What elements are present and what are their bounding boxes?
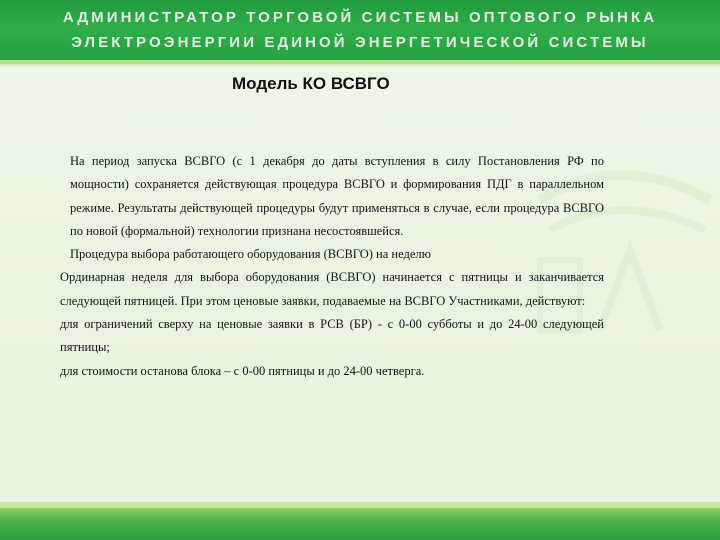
header-title-line1: АДМИНИСТРАТОР ТОРГОВОЙ СИСТЕМЫ ОПТОВОГО РЫНКА [62, 9, 658, 26]
slide-body [60, 150, 604, 383]
paragraph-shutdown-cost: для стоимости останова блока – с 0-00 пятницы и до 24-00 четверга. [60, 363, 425, 378]
paragraph-upper-limits: для ограничений сверху на ценовые заявки в РСВ (БР) - с 0-00 субботы и до 24-00 следующей пятницы; [60, 317, 604, 355]
page-title: Модель КО ВСВГО [232, 74, 390, 93]
paragraph-intro: На период запуска ВСВГО (с 1 декабря до даты вступления в силу Постановления РФ по мощности) сохраняется действующая процедура ВСВГО и формирования ПДГ в параллельном режиме. Результаты действующей процедуры будут применяться в случае, если процедура ВСВГО по новой (формальной) технологии признана несостоявшейся. [70, 154, 604, 238]
paragraph-procedure-heading: Процедура выбора работающего оборудования (ВСВГО) на неделю [70, 247, 431, 262]
header-bar [0, 0, 720, 60]
paragraph-ordinary-week: Ординарная неделя для выбора оборудования (ВСВГО) начинается с пятницы и заканчивается следующей пятницей. При этом ценовые заявки, подаваемые на ВСВГО Участниками, действуют: [60, 270, 604, 308]
footer-bar [0, 508, 720, 540]
header-title-line2: ЭЛЕКТРОЭНЕРГИИ ЕДИНОЙ ЭНЕРГЕТИЧЕСКОЙ СИСТЕМЫ [71, 34, 649, 51]
